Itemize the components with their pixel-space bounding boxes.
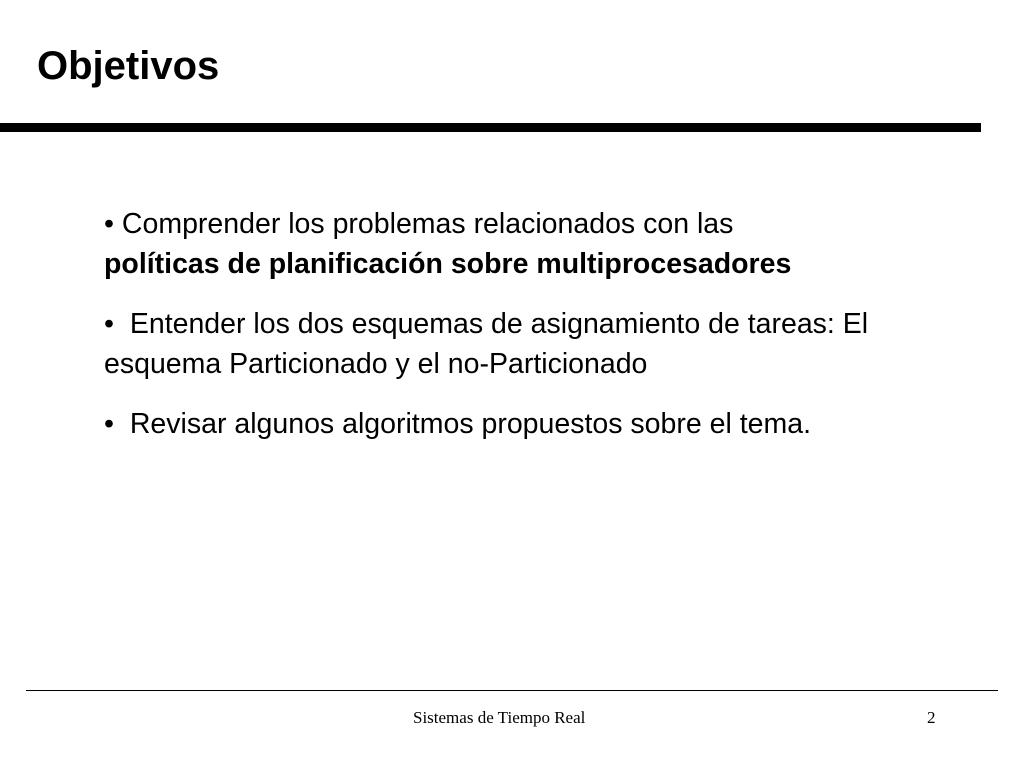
list-item <box>104 204 944 284</box>
footer-divider <box>26 690 998 691</box>
bullet-marker: • <box>104 408 114 440</box>
page-number: 2 <box>927 708 936 727</box>
bullet-text: Entender los dos esquemas de asignamiento de tareas: El esquema Particionado y el no-Particionado <box>104 308 869 380</box>
slide-title: Objetivos <box>37 44 220 88</box>
list-item <box>104 404 944 444</box>
footer-course-title: Sistemas de Tiempo Real <box>413 708 586 727</box>
bullet-text: Revisar algunos algoritmos propuestos sobre el tema. <box>129 408 812 440</box>
title-divider <box>0 123 981 132</box>
bullet-marker: • <box>104 308 114 340</box>
objectives-list <box>104 204 944 464</box>
bullet-marker: • <box>104 208 114 240</box>
bullet-text: Comprender los problemas relacionados con las <box>121 208 734 240</box>
list-item <box>104 304 944 384</box>
bullet-emphasis: políticas de planificación sobre multiprocesadores <box>104 248 792 280</box>
